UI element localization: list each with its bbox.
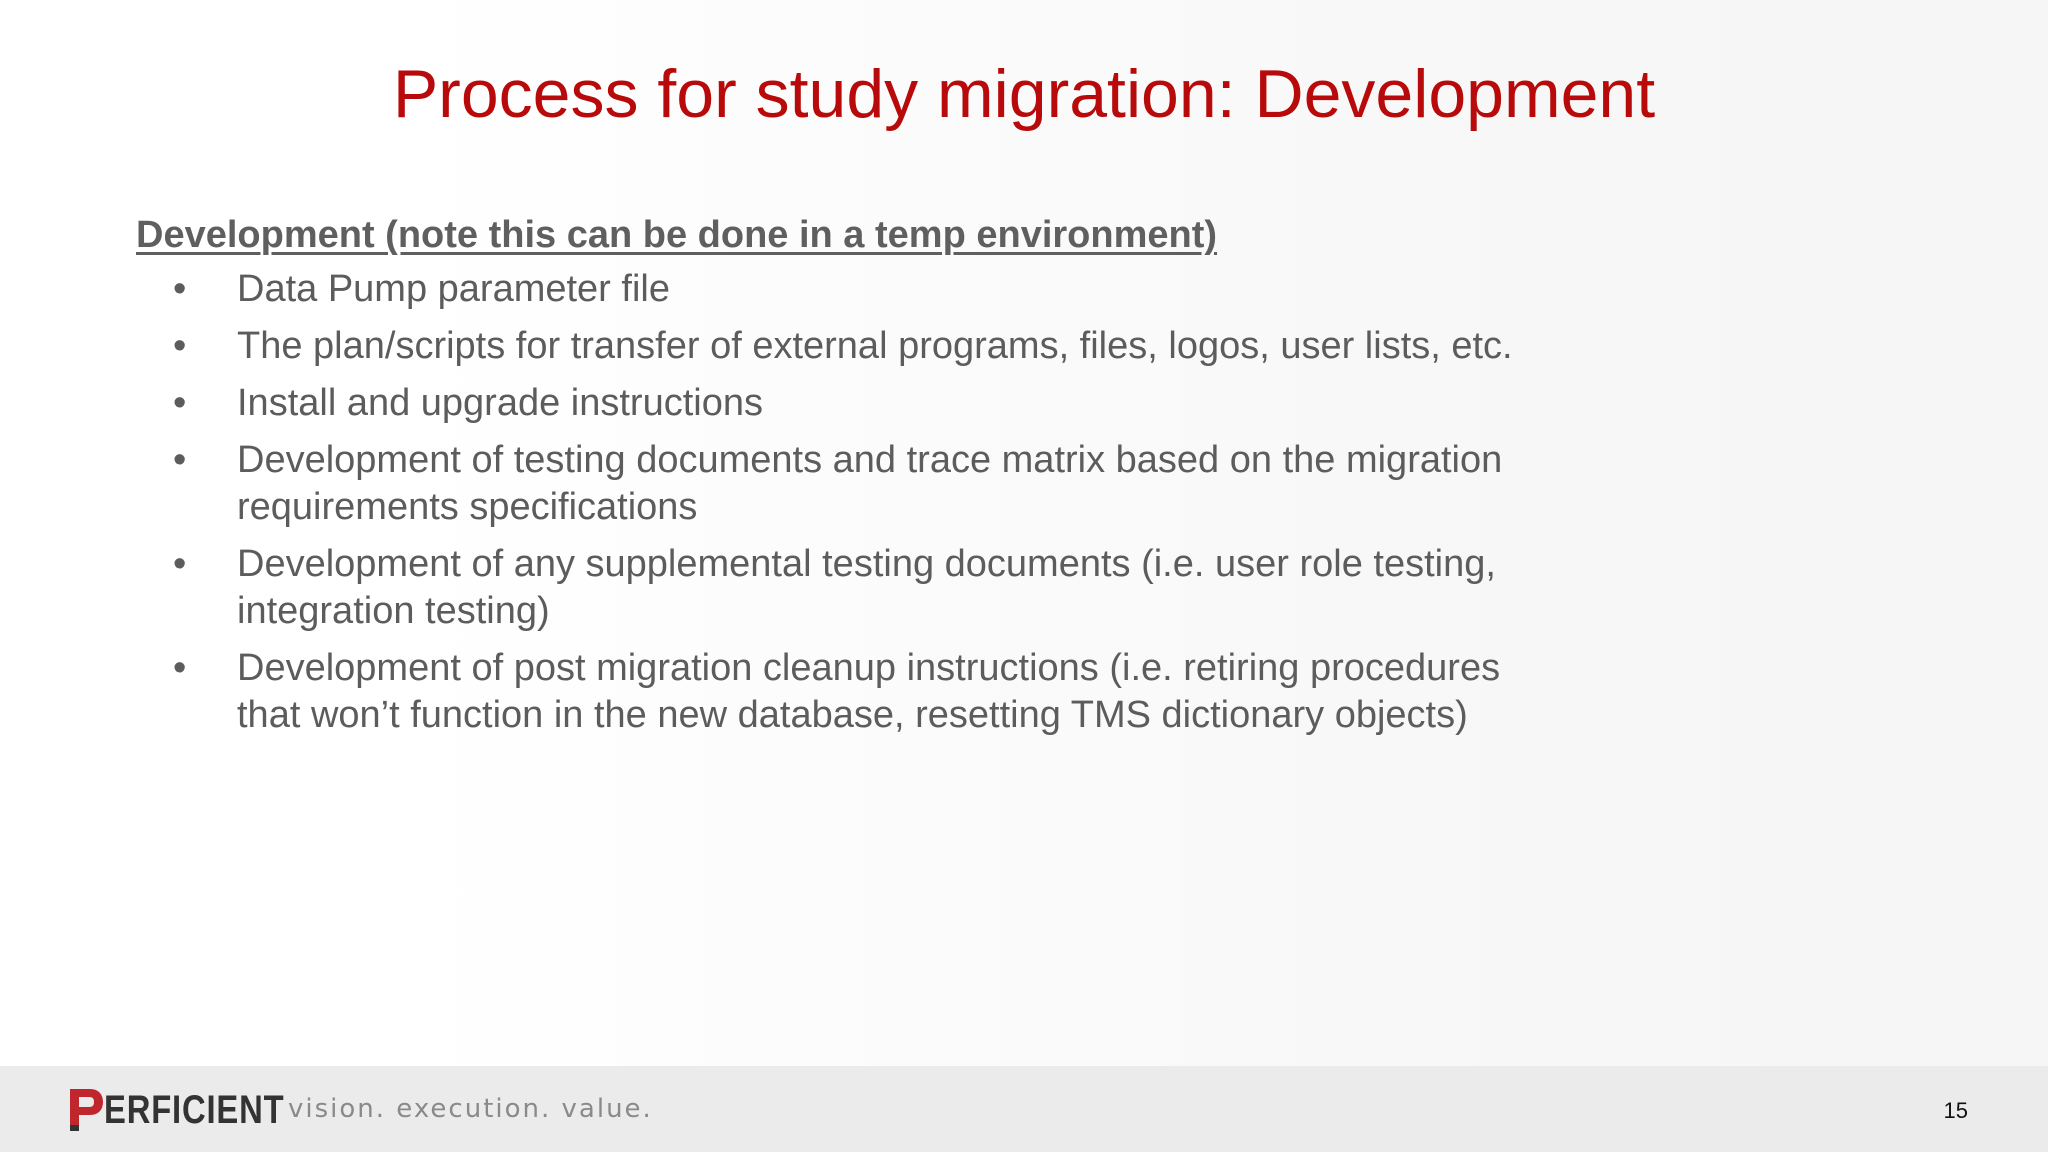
- slide-title: Process for study migration: Development: [392, 56, 1656, 132]
- list-item: [0, 437, 1640, 531]
- list-item-text-line-2: integration testing): [237, 590, 550, 632]
- tagline: vision. execution. value.: [288, 1094, 653, 1124]
- page-number: 15: [1943, 1098, 1968, 1123]
- list-item: [0, 541, 1640, 635]
- list-item: [0, 380, 1640, 427]
- list-item-text-line-2: that won’t function in the new database, resetting TMS dictionary objects): [237, 694, 1468, 736]
- list-item-text-line-2: requirements specifications: [237, 486, 698, 528]
- slide-footer: [0, 1066, 2048, 1152]
- bullet-icon: •: [173, 439, 187, 481]
- list-item: [0, 323, 1640, 370]
- list-item-text-line-1: Development of testing documents and trace matrix based on the migration: [237, 439, 1503, 481]
- bullet-icon: •: [173, 543, 187, 585]
- bullet-icon: •: [173, 268, 187, 310]
- bullet-icon: •: [173, 382, 187, 424]
- list-item-text: Data Pump parameter file: [237, 268, 670, 310]
- list-item-text-line-1: Development of any supplemental testing documents (i.e. user role testing,: [237, 543, 1496, 585]
- list-item: [0, 645, 1640, 739]
- list-item-text-line-1: Development of post migration cleanup instructions (i.e. retiring procedures: [237, 647, 1501, 689]
- list-item-text: Install and upgrade instructions: [237, 382, 763, 424]
- bullet-list: [0, 266, 1640, 749]
- bullet-icon: •: [173, 325, 187, 367]
- list-item: [0, 266, 1640, 313]
- logo-wordmark: ERFICIENT: [104, 1088, 285, 1132]
- perficient-logo: [66, 1086, 324, 1134]
- section-heading: Development (note this can be done in a temp environment): [136, 214, 1218, 256]
- perficient-p-mark-icon: [66, 1087, 106, 1133]
- list-item-text: The plan/scripts for transfer of external programs, files, logos, user lists, etc.: [237, 325, 1513, 367]
- bullet-icon: •: [173, 647, 187, 689]
